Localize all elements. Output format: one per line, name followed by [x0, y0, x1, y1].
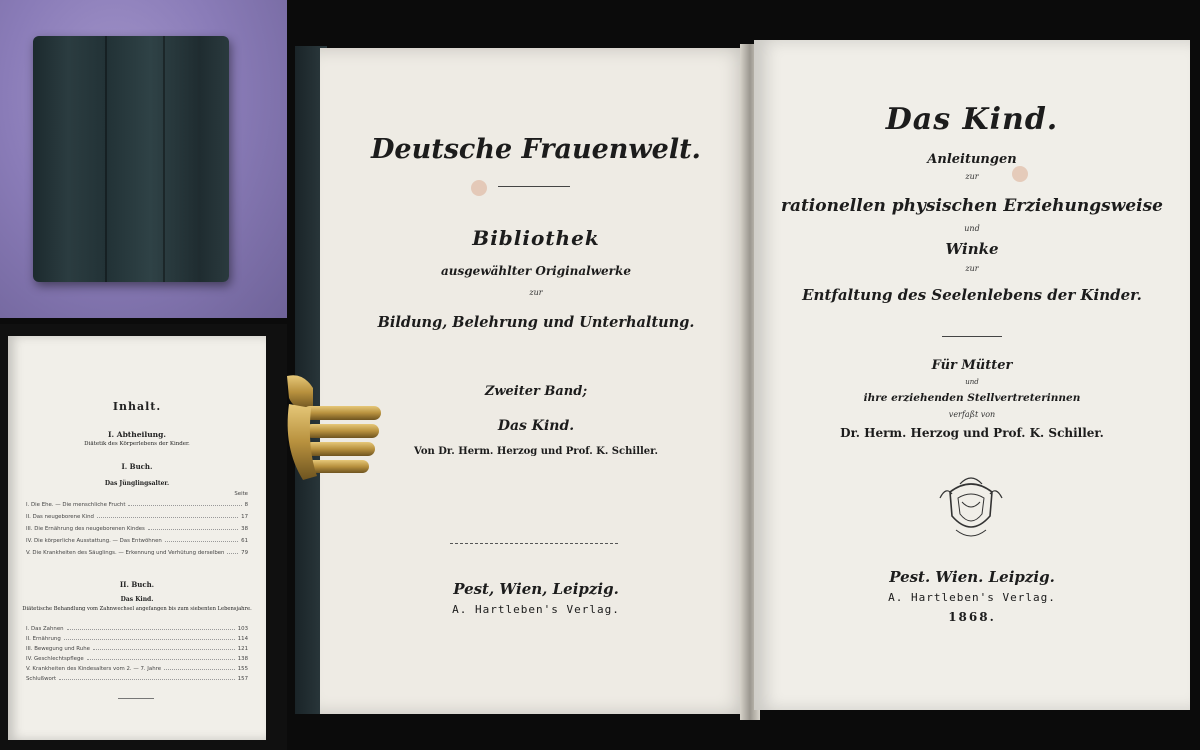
spine-ridge: [163, 36, 165, 282]
toc-row: [26, 526, 248, 532]
toc-page: 38: [241, 526, 248, 532]
toc-row: [26, 646, 248, 652]
library-zur: zur: [529, 288, 543, 297]
volume-number: Zweiter Band;: [484, 384, 588, 399]
contents-section1: I. Abtheilung.: [108, 430, 166, 439]
toc-row: [26, 656, 248, 662]
imprint-rule: [450, 543, 620, 544]
toc-row: [26, 626, 248, 632]
contents-page: [8, 336, 266, 740]
imprint-year: 1868.: [948, 610, 996, 624]
contents-book2-heading: Das Kind.: [120, 596, 154, 603]
toc-page: 121: [237, 646, 248, 652]
toc-page: 138: [237, 656, 248, 662]
toc-label: Schlußwort: [26, 676, 57, 682]
toc-label: V. Krankheiten des Kindesalters vom 2. — 7. Jahre: [26, 666, 162, 672]
toc-label: III. Bewegung und Ruhe: [26, 646, 90, 652]
toc-page: 157: [237, 676, 248, 682]
toc-row: [26, 502, 248, 508]
toc-row: [26, 636, 248, 642]
toc-label: II. Ernährung: [26, 636, 61, 642]
title-line4: und: [964, 224, 980, 233]
title-line2: zur: [965, 172, 979, 181]
title-line3: rationellen physischen Erziehungsweise: [780, 196, 1163, 216]
open-book: [290, 30, 1200, 750]
spine-ridge: [105, 36, 107, 282]
imprint-places: Pest, Wien, Leipzig.: [453, 580, 619, 598]
toc-page: 103: [237, 626, 248, 632]
audience: Für Mütter: [931, 358, 1013, 373]
toc-page: 114: [237, 636, 248, 642]
foxing-spot: [471, 180, 487, 196]
contents-rule: [118, 698, 154, 699]
title-rule: [942, 336, 1002, 337]
toc-label: I. Die Ehe. — Die menschliche Frucht: [26, 502, 126, 508]
closed-book-cover: [33, 36, 229, 282]
library-title: Bibliothek: [472, 226, 600, 250]
series-title: Deutsche Frauenwelt.: [371, 134, 701, 165]
toc-row: [26, 514, 248, 520]
audience-und: und: [965, 378, 979, 386]
library-aim: Bildung, Belehrung und Unterhaltung.: [377, 314, 695, 331]
toc-row: [26, 666, 248, 672]
toc-row: [26, 538, 248, 544]
authors: Dr. Herm. Herzog und Prof. K. Schiller.: [840, 426, 1104, 440]
title-line5: Winke: [945, 240, 999, 258]
right-page: [754, 40, 1190, 710]
left-page: [320, 48, 752, 714]
contents-title: Inhalt.: [112, 400, 162, 413]
contents-col-label: Seite: [234, 491, 248, 497]
toc-row: [26, 550, 248, 556]
toc-page: 155: [237, 666, 248, 672]
toc-page: 17: [241, 514, 248, 520]
imprint-places: Pest. Wien. Leipzig.: [889, 568, 1055, 586]
volume-authors: Von Dr. Herm. Herzog und Prof. K. Schiller.: [414, 446, 658, 457]
contents-last-row: [26, 676, 248, 682]
contents-page-photo: [0, 324, 287, 750]
toc-page: 79: [241, 550, 248, 556]
toc-page: 8: [244, 502, 248, 508]
toc-label: III. Die Ernährung des neugeborenen Kindes: [26, 526, 145, 532]
title-line6: zur: [965, 264, 979, 273]
toc-label: IV. Die körperliche Ausstattung. — Das Entwöhnen: [26, 538, 162, 544]
toc-label: II. Das neugeborene Kind: [26, 514, 94, 520]
contents-book2-sub: Diätetische Behandlung vom Zahnwechsel angefangen bis zum siebenten Lebensjahre.: [22, 606, 252, 612]
contents-section1-sub: Diätetik des Körperlebens der Kinder.: [84, 441, 190, 447]
title-line7: Entfaltung des Seelenlebens der Kinder.: [802, 286, 1142, 304]
closed-book-photo: [0, 0, 287, 318]
verfasst: verfaßt von: [948, 410, 996, 419]
contents-book1: I. Buch.: [121, 462, 153, 471]
contents-book2: II. Buch.: [119, 580, 155, 589]
title-rule: [498, 186, 570, 187]
imprint-publisher: A. Hartleben's Verlag.: [452, 603, 620, 616]
title-line1: Anleitungen: [927, 152, 1017, 167]
contents-book1-heading: Das Jünglingsalter.: [104, 480, 170, 487]
audience2: ihre erziehenden Stellvertreterinnen: [863, 392, 1081, 404]
toc-page: 61: [241, 538, 248, 544]
toc-label: V. Die Krankheiten des Säuglings. — Erkennung und Verhütung derselben: [26, 550, 225, 556]
toc-label: IV. Geschlechtspflege: [26, 656, 84, 662]
book-title: Das Kind.: [885, 102, 1059, 137]
volume-title: Das Kind.: [497, 418, 575, 434]
brass-hand-clip: [283, 368, 383, 490]
toc-label: I. Das Zahnen: [26, 626, 64, 632]
library-subtitle: ausgewählter Originalwerke: [441, 264, 631, 278]
publisher-emblem-icon: [936, 472, 1006, 544]
imprint-publisher: A. Hartleben's Verlag.: [888, 591, 1056, 604]
